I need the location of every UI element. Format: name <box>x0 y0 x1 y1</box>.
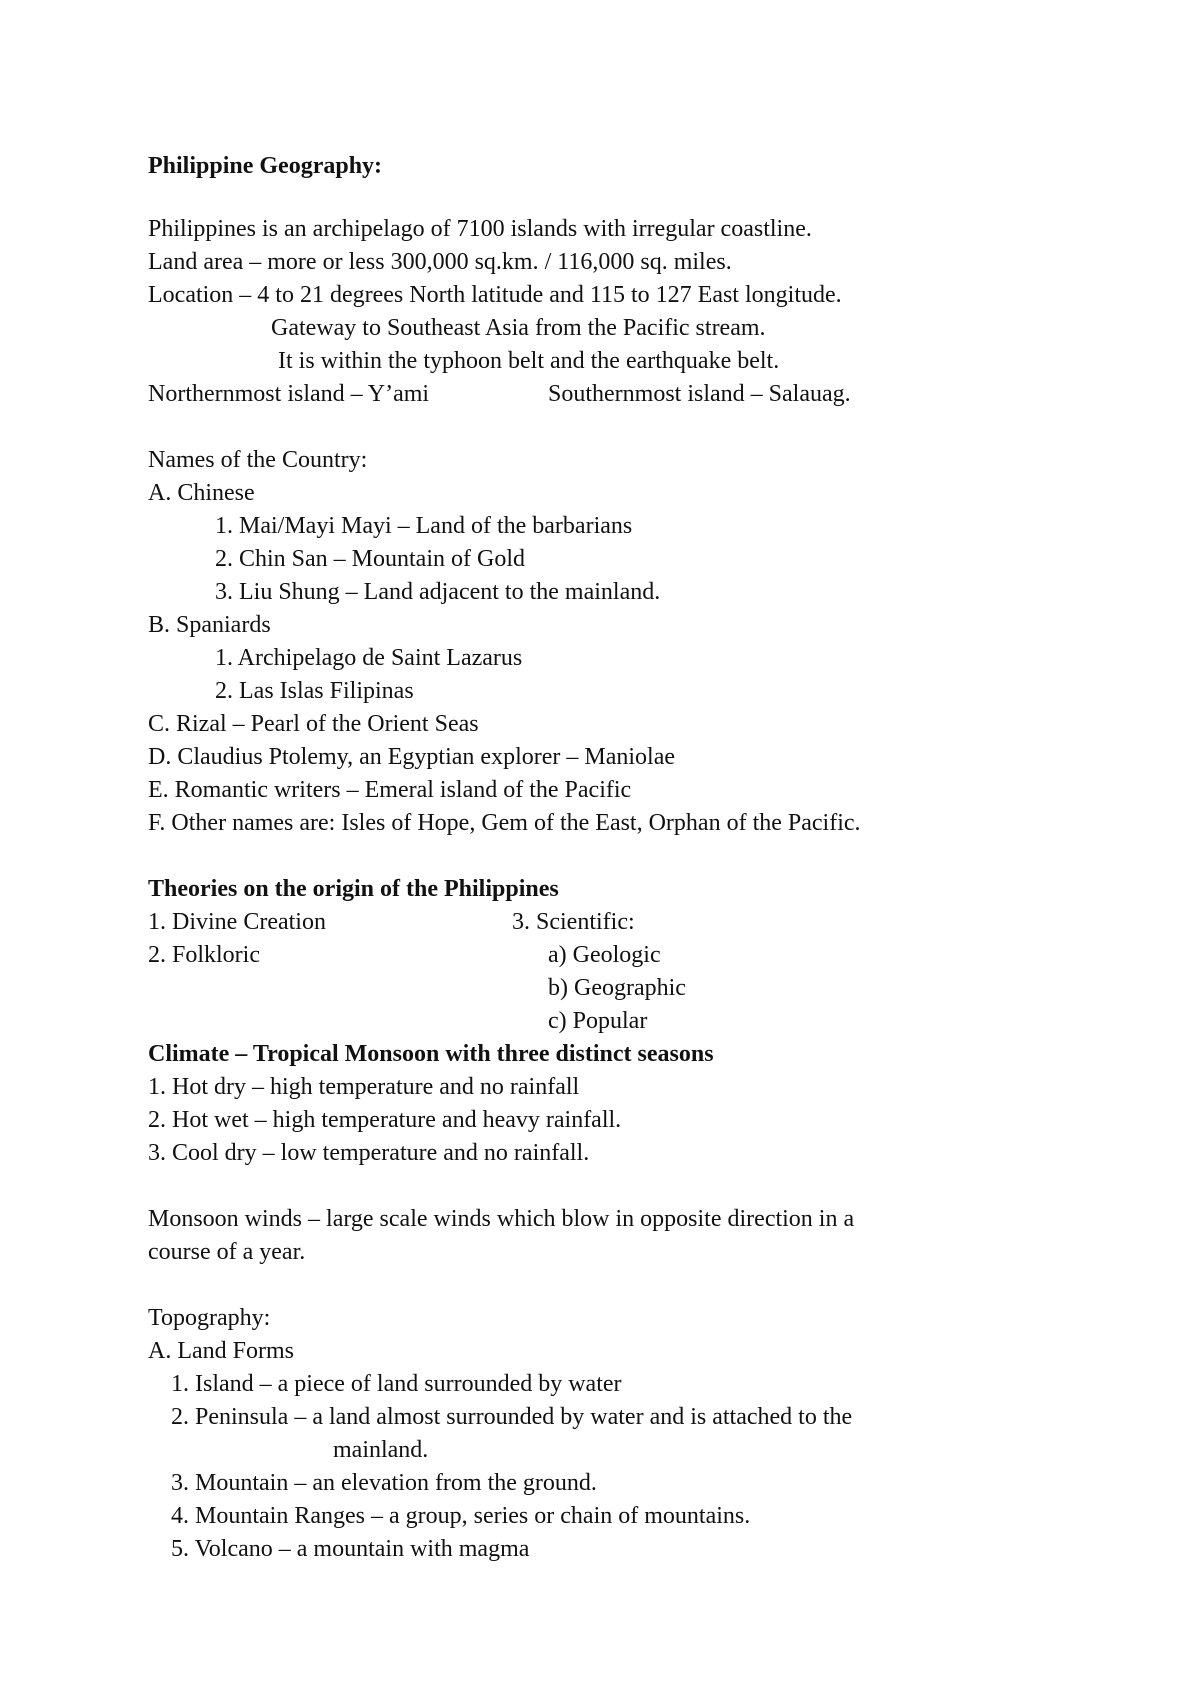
list-item: 1. Archipelago de Saint Lazarus <box>215 645 523 671</box>
list-item: 1. Mai/Mayi Mayi – Land of the barbarians <box>215 513 633 539</box>
list-item: F. Other names are: Isles of Hope, Gem of the East, Orphan of the Pacific. <box>148 810 861 836</box>
list-item: c) Popular <box>548 1008 648 1034</box>
list-item: C. Rizal – Pearl of the Orient Seas <box>148 711 479 737</box>
list-item: 3. Mountain – an elevation from the ground. <box>171 1470 597 1496</box>
list-item: 2. Peninsula – a land almost surrounded by water and is attached to the <box>171 1404 853 1430</box>
list-item: E. Romantic writers – Emeral island of the Pacific <box>148 777 632 803</box>
list-item: 5. Volcano – a mountain with magma <box>171 1536 530 1562</box>
list-item: 1. Divine Creation <box>148 909 326 935</box>
paragraph-line: Monsoon winds – large scale winds which blow in opposite direction in a <box>148 1206 855 1232</box>
section-heading: Topography: <box>148 1305 271 1331</box>
list-item: D. Claudius Ptolemy, an Egyptian explorer – Maniolae <box>148 744 676 770</box>
intro-line: Location – 4 to 21 degrees North latitude and 115 to 127 East longitude. <box>148 282 842 308</box>
list-item: 1. Island – a piece of land surrounded by water <box>171 1371 622 1397</box>
list-item: 3. Scientific: <box>512 909 635 935</box>
list-item: B. Spaniards <box>148 612 271 638</box>
list-item: b) Geographic <box>548 975 686 1001</box>
list-item: 3. Liu Shung – Land adjacent to the mainland. <box>215 579 661 605</box>
intro-line: Land area – more or less 300,000 sq.km. / 116,000 sq. miles. <box>148 249 732 275</box>
list-item: 4. Mountain Ranges – a group, series or chain of mountains. <box>171 1503 751 1529</box>
northernmost-island: Northernmost island – Y’ami <box>148 381 430 407</box>
list-item: A. Chinese <box>148 480 255 506</box>
list-item: a) Geologic <box>548 942 661 968</box>
list-item: 3. Cool dry – low temperature and no rainfall. <box>148 1140 590 1166</box>
list-item: mainland. <box>333 1437 429 1463</box>
section-heading: Theories on the origin of the Philippines <box>148 876 559 902</box>
section-heading: Climate – Tropical Monsoon with three distinct seasons <box>148 1041 714 1067</box>
list-item: 2. Las Islas Filipinas <box>215 678 414 704</box>
document-title: Philippine Geography: <box>148 153 383 179</box>
list-item: 2. Hot wet – high temperature and heavy rainfall. <box>148 1107 622 1133</box>
list-item: 2. Chin San – Mountain of Gold <box>215 546 525 572</box>
paragraph-line: course of a year. <box>148 1239 306 1265</box>
section-heading: Names of the Country: <box>148 447 368 473</box>
list-item: 2. Folkloric <box>148 942 260 968</box>
list-item: A. Land Forms <box>148 1338 294 1364</box>
intro-line: It is within the typhoon belt and the earthquake belt. <box>278 348 780 374</box>
list-item: 1. Hot dry – high temperature and no rainfall <box>148 1074 580 1100</box>
intro-line: Philippines is an archipelago of 7100 islands with irregular coastline. <box>148 216 812 242</box>
intro-line: Gateway to Southeast Asia from the Pacific stream. <box>271 315 766 341</box>
southernmost-island: Southernmost island – Salauag. <box>548 381 851 407</box>
